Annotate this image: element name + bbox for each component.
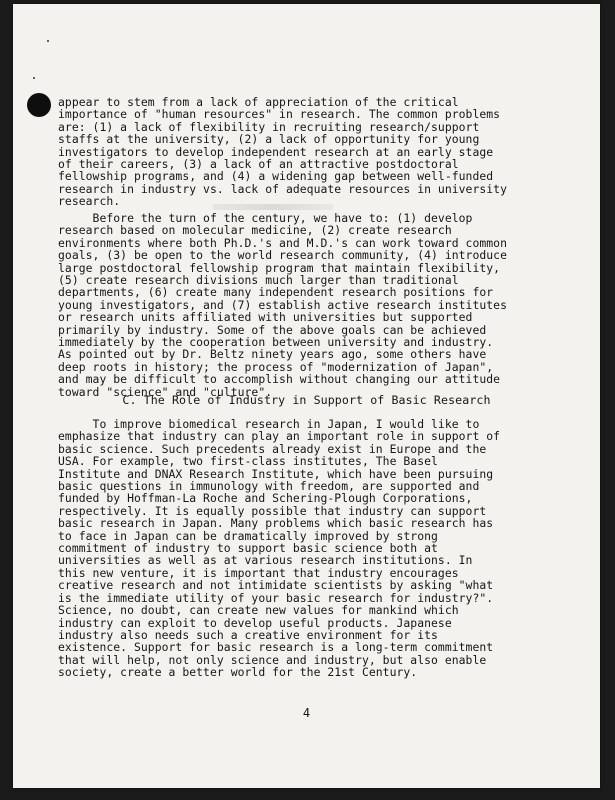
text-line: investigators to develop independent research at an early stage [58, 144, 494, 159]
text-line: research in industry vs. lack of adequate resources in university [58, 181, 508, 196]
text-line: To improve biomedical research in Japan, I would like to [58, 417, 480, 431]
paragraph-2 [58, 212, 530, 398]
text-line: respectively. It is equally possible that industry can support [58, 503, 487, 518]
speck [33, 77, 35, 79]
text-line: or research units affiliated with universities but supported [58, 310, 473, 325]
text-line: industry can exploit to develop useful products. Japanese [58, 615, 452, 630]
text-line: this new venture, it is important that industry encourages [58, 565, 459, 580]
text-line: immediately by the cooperation between university and industry. [58, 335, 494, 350]
text-line: universities as well as at various research institutions. In [58, 553, 473, 568]
paragraph-1 [58, 96, 530, 208]
text-line: As pointed out by Dr. Beltz ninety years ago, some others have [58, 347, 487, 362]
text-line: Before the turn of the century, we have to: (1) develop [58, 211, 473, 225]
text-line: departments, (6) create many independent research positions for [58, 285, 494, 300]
text-line: Institute and DNAX Research Institute, which have been pursuing [58, 466, 494, 481]
text-line: that will help, not only science and industry, but also enable [58, 652, 487, 667]
text-line: large postdoctoral fellowship program that maintain flexibility, [58, 260, 501, 275]
text-line: goals, (3) be open to the world research community, (4) introduce [58, 248, 508, 263]
text-line: importance of "human resources" in research. The common problems [58, 107, 501, 122]
text-line: is the immediate utility of your basic research for industry?". [58, 590, 494, 605]
speck [47, 40, 49, 42]
text-line: USA. For example, two first-class institutes, The Basel [58, 454, 438, 469]
text-line: basic questions in immunology with freedom, are supported and [58, 479, 480, 494]
text-line: (5) create research divisions much larger than traditional [58, 273, 459, 288]
text-line: and may be difficult to accomplish without changing our attitude [58, 372, 501, 387]
text-line: young investigators, and (7) establish active research institutes [58, 297, 508, 312]
text-line: fellowship programs, and (4) a widening gap between well-funded [58, 169, 494, 184]
section-heading: C. The Role of Industry in Support of Basic Research [122, 393, 491, 407]
text-line: deep roots in history; the process of "modernization of Japan", [58, 359, 494, 374]
paragraph-3 [58, 418, 530, 679]
text-line: primarily by industry. Some of the above goals can be achieved [58, 322, 487, 337]
text-line: toward "science" and "culture". [58, 384, 273, 399]
text-line: basic science. Such precedents already exist in Europe and the [58, 441, 487, 456]
text-line: research based on molecular medicine, (2) create research [58, 223, 452, 238]
text-line: creative research and not intimidate scientists by asking "what [58, 578, 494, 593]
punch-hole [27, 93, 51, 117]
text-line: commitment of industry to support basic science both at [58, 541, 438, 556]
text-line: Science, no doubt, can create new values for mankind which [58, 603, 459, 618]
text-line: are: (1) a lack of flexibility in recruiting research/support [58, 119, 480, 134]
text-line: research. [58, 194, 121, 209]
text-line: of their careers, (3) a lack of an attractive postdoctoral [58, 157, 459, 172]
text-line: basic research in Japan. Many problems which basic research has [58, 516, 494, 531]
text-line: to face in Japan can be dramatically improved by strong [58, 528, 438, 543]
document-page [13, 4, 600, 788]
text-line: appear to stem from a lack of appreciation of the critical [58, 95, 459, 109]
text-line: funded by Hoffman-La Roche and Schering-Plough Corporations, [58, 491, 473, 506]
page-number: 4 [302, 706, 311, 720]
text-line: environments where both Ph.D.'s and M.D.'s can work toward common [58, 235, 508, 250]
text-line: industry also needs such a creative environment for its [58, 627, 438, 642]
text-line: society, create a better world for the 21st Century. [58, 665, 418, 680]
text-line: staffs at the university, (2) a lack of opportunity for young [58, 132, 480, 147]
text-line: existence. Support for basic research is a long-term commitment [58, 640, 494, 655]
text-line: emphasize that industry can play an important role in support of [58, 429, 501, 444]
